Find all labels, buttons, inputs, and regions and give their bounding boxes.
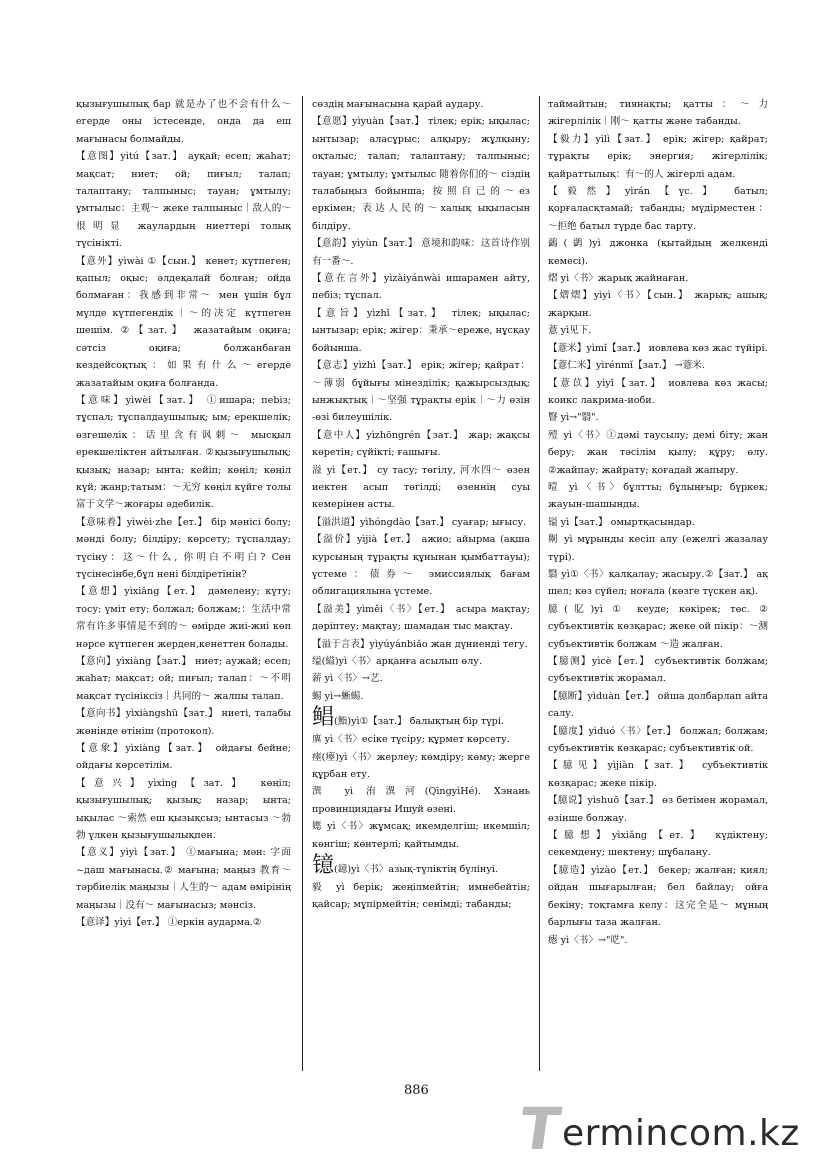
dictionary-entry: 【意兴】yìxìng【зат.】 көңіл; қызығушылық; қызық; назар; ынта; ықылас ～索然 еш қызықсыз; ынтасыз ～勃勃 үлкен қызығушылықпен. <box>76 777 291 842</box>
column-right <box>548 96 768 1056</box>
dictionary-entry: 溢 yì【ет.】 су тасу; төгілу, 河水四～ өзен иектен асып төгілді; өзеннің суы кемерінен асты. <box>312 464 530 511</box>
dictionary-entry: 【意想】yìxiǎng【ет.】 дәмелену; күту; тосу; үміт ету; болжал; болжам;：生活中常常有许多事情是不到的～ өмірде жиі-жиі көп нәрсе күтпеген жерден,кенеттен болады. <box>76 586 291 650</box>
dictionary-entry: 缢(縊)yì〈书〉арқанға асылып өлу. <box>312 656 482 667</box>
dictionary-entry: 【熠熠】yìyì〈书〉【сын.】 жарық; ашық; жарқын. <box>548 290 768 319</box>
dictionary-entry: таймайтын; тиянақты; қатты：～力 жігерлілік｜刚～ қатты және табанды. <box>548 99 768 128</box>
dictionary-entry: 【臆造】yìzào【ет.】 бекер; жалған; қиял; ойдан шығарылған; бел байлау; ойға бекіну; тоқтамға келу：这完全是～ мұның барлығы таза жалған. <box>548 864 768 929</box>
dictionary-entry: 【薏仁米】yìrénmǐ【зат.】 →薏米. <box>548 360 705 372</box>
dictionary-entry: 【溢美】yìměi〈书〉【ет.】 асыра мақтау; дәріптеу; мақтау; шамадан тыс мақтау. <box>312 603 530 633</box>
dictionary-entry: 毅 yì берік; жеңілмейтін; имнебейтін; қайсар; мұпірмейтін; сенімді; табанды; <box>312 882 530 911</box>
dictionary-entry: 【意志】yìzhì【зат.】 ерік; жігер; қайрат：～薄弱 бұйығы мінезділік; қажырсыздық; ынжықтық｜～坚强 тұрақты ерік｜～力 өзін -өзі билеушілік. <box>312 360 530 424</box>
dictionary-entry: 【意向书】yìxiàngshū【зат.】 ниеті, талабы жөнінде өтініш (протокол). <box>76 708 291 737</box>
dictionary-entry: 【意译】yìyì【ет.】 ①еркін аударма.② <box>76 917 262 929</box>
dictionary-entry: 【意愿】yìyuàn【зат.】 тілек; ерік; ықылас; ынтызар; аласұрыс; алқыру; жұлқыну; оқталыс; талап; талаптану; талпыныс; тауан; ұмтылу; ұмтылыс 随着你们的～ сіздің талабыңыз бойынша; 按照自己的～ез еркімен; 表达人民的～халық ықыласын білдіру. <box>312 116 530 232</box>
dictionary-entry: 【毅力】yìlì【зат.】 ерік; жігер; қайрат; тұрақты ерік; энергия; жігерлілік; қайраттылық：有～的人 жігерлі адам. <box>548 133 768 180</box>
dictionary-entry: 镒 yì【зат.】 омыртқасындар. <box>548 516 695 528</box>
dictionary-entry: 瞖 yì→"翳". <box>548 412 599 424</box>
dictionary-entry: 【意义】yìyì【зат.】 ①мағына; мән: 字面~даш мағынасы.② мағына; маңыз 教育～тәрбиелік маңызы｜人生的～ адам өмірінің маңызы｜没有～ мағынасыз; мәнсіз. <box>76 847 291 911</box>
column-middle <box>312 96 530 1056</box>
dictionary-entry <box>312 705 530 731</box>
dictionary-entry: 薏 yì见下. <box>548 325 592 337</box>
dictionary-entry: 曀 yì〈书〉бұлтты; бұлыңғыр; бүркек; жауын-шашынды. <box>548 481 768 511</box>
dictionary-entry: 【毅然】yìrán【үс.】 батыл; қорғаласқтамай; табанды; мүдірместен：～拒绝 батыл түрде бас тарту. <box>548 186 768 232</box>
dictionary-entry: 【意味着】yìwèi·zhe【ет.】 бір мәнісі болу; мәнді болу; білдіру; көрсету; тұспалдау; түсіну：这～什么, 你明白不明白? Сен түсінесінбе,бұл нені білдіретінін? <box>76 516 291 580</box>
headword-character: 鲳 <box>312 705 335 731</box>
dictionary-entry: 【臆度】yìduó〈书〉【ет.】 болжал; болжам; субъективтік көзқарас; субъективтік ой. <box>548 725 768 755</box>
entry-text: (鮨)yì①【зат.】 балықтың бір түрі. <box>334 716 504 728</box>
dictionary-entry: 【溢于言表】yìyúyánbiǎo жан дүниенді тегу. <box>312 638 528 650</box>
dictionary-entry: 【意向】yìxiàng【зат.】 ниет; аужай; есеп; жаһат; мақсат; ой; пиғыл; талап：～不明 мақсат түсініксіз｜共同的～ жалпы талап. <box>76 656 291 702</box>
column-divider <box>539 96 540 1071</box>
dictionary-entry: 【臆说】yìshuō【зат.】 өз бетімен жорамал, өзінше болжау. <box>548 795 768 824</box>
dictionary-entry: 薪 yì〈书〉→艺. <box>312 673 383 685</box>
entry-text: (鐿)yì〈书〉азық-түліктің бүлінуі. <box>334 864 498 876</box>
dictionary-entry: 鷁(鹢)yì джонка (қытайдың желкенді кемесі). <box>548 238 768 267</box>
dictionary-entry: 【溢洪道】yìhóngdào【зат.】 суағар; ығысу. <box>312 516 527 528</box>
dictionary-entry: 【溢价】yìjià【ет.】 ажио; айырма (ақша курсының тұрақты құнынан қымбаттауы); үстеме：债券～ эмиссиялық бағам облигациялына үстеме. <box>312 534 530 598</box>
dictionary-entry: 潩 yì 洧潩河(QīngyìHé). Хэнань провинциядағы Ишуй өзені. <box>312 786 530 815</box>
logo-text: ermincom.kz <box>562 1113 800 1154</box>
logo-initial: T <box>515 1095 565 1163</box>
page-number: 886 <box>404 1083 429 1098</box>
dictionary-entry: 【臆断】yìduàn【ет.】 ойша долбарлап айта салу. <box>548 690 768 720</box>
dictionary-entry: 瘱 yì〈书〉→"呓". <box>548 934 628 946</box>
dictionary-entry: 【薏米】yìmǐ【зат.】 иовлева көз жас түйірі. <box>548 342 768 354</box>
dictionary-entry: 翳 yì①〈书〉қалқалау; жасыру.②【зат.】 ақ шел; көз сүйел; ноғала (көзге түскен ақ). <box>548 568 768 598</box>
dictionary-entry: 【意外】yìwài ①【сын.】 кенет; күтпеген; қапыл; оқыс; әлдеқалай болған; ойда болмаған：我感到非常～ мен үшін бұл мүлде күтпегендік｜～的决定 күтпеген шешім. ②【зат.】 жазатайым оқиға; сәтсіз оқиға; болжанбаған кездейсоқтық：如果有什么～егерде жазатайым оқиға болғанда. <box>76 255 291 389</box>
dictionary-entry: сөздің мағынасына қарай аудару. <box>312 99 484 110</box>
site-logo[interactable] <box>515 1095 820 1163</box>
dictionary-entry: 熠 yì〈书〉жарық жайнаған. <box>548 273 689 285</box>
dictionary-entry: 【意味】yìwèi【зат.】 ①ишара; пеbiз; тұспал; тұспалдаушылық; ым; ерекшелік; өзгешелік：话里含有讽刺～ мысқыл ерекшеліктен айтылған. ②қызығушылық; қызық; назар; ынта; кейіп; көңіл; көңіл күй; жанр;татым：～无穷 көңіл күйге толы 富于文学～жоғары әдебилік. <box>76 394 291 511</box>
dictionary-entry: 劓 yì мұрынды кесіп алу (ежелгі жазалау түрі). <box>548 534 768 563</box>
dictionary-entry: 【意图】yìtú【зат.】 ауқай; есеп; жаһат; мақсат; ниет; ой; пиғыл; талап; талаптану; талпыныс; тауан; ұмтылу; ұмтылыс：主观～ жеке талпыныс｜敌人的～很明显 жаулардың ниеттері толық түсінікті. <box>76 151 291 250</box>
dictionary-entry: 瘗(瘞)yì〈书〉жерлеу; көмдіру; көму; жерге құрбан ету. <box>312 751 530 781</box>
dictionary-entry: 臆(肊)yì ① кеуде; көкірек; төс. ② субъективтік көзқарас; жеке ой пікір：～测 субъективтік болжам ～造 жалған. <box>548 603 768 650</box>
column-divider <box>302 96 303 1071</box>
dictionary-entry: қызығушылық бар 就是办了也不会有什么～ егерде оны істесенде, онда да еш мағынасы болмайды. <box>76 99 291 145</box>
dictionary-entry: 嫕 yì〈书〉жұмсақ; икемделгіш; икемшіл; көнгіш; көнтерлі; қайтымды. <box>312 821 530 850</box>
dictionary-entry: 【臆想】yìxiǎng【ет.】 күдіктену; секемдену; шектену; шұбалану. <box>548 830 768 859</box>
dictionary-entry: 【意在言外】yìzàiyánwài ишарамен айту, пебіз; тұспал. <box>312 273 530 302</box>
dictionary-entry: 【薏苡】yìyǐ【зат.】 иовлева көз жасы; коикс лакрима-иоби. <box>548 377 768 406</box>
column-left <box>76 96 291 1056</box>
dictionary-entry: 【意韵】yìyùn【зат.】 意境和韵味：这首诗作别有一番～. <box>312 238 530 267</box>
dictionary-entry: 【意中人】yìzhōngrén【зат.】 жар; жақсы көретін; сүйікті; ғашығы. <box>312 429 530 459</box>
dictionary-entry: 【意象】yìxiàng【зат.】 ойдағы бейне; ойдағы көрсетілім. <box>76 743 291 772</box>
dictionary-entry <box>312 853 530 879</box>
dictionary-entry: 【意旨】yìzhǐ【зат.】 тілек; ықылас; ынтызар; ерік; жігер：秉承～ереже, нұсқау бойынша. <box>312 307 530 354</box>
headword-character: 镱 <box>312 853 335 879</box>
dictionary-entry: 廙 yì〈书〉есіке түсіру; құрмет көрсету. <box>312 734 510 746</box>
dictionary-entry: 【臆测】yìcè【ет.】 субъективтік болжам; субъективтік жорамал. <box>548 656 768 685</box>
dictionary-entry: 蜴 yì→蜥蜴. <box>312 690 364 702</box>
dictionary-entry: 殪 yì〈书〉①дәмі таусылу; демі біту; жан беру; жан тәсілім қылу; құру; өлу. ②жайпау; жайрату; қоғадай жапыру. <box>548 429 768 476</box>
dictionary-entry: 【臆见】yìjiàn【зат.】 субъективтік көзқарас; жеке пікір. <box>548 760 768 789</box>
